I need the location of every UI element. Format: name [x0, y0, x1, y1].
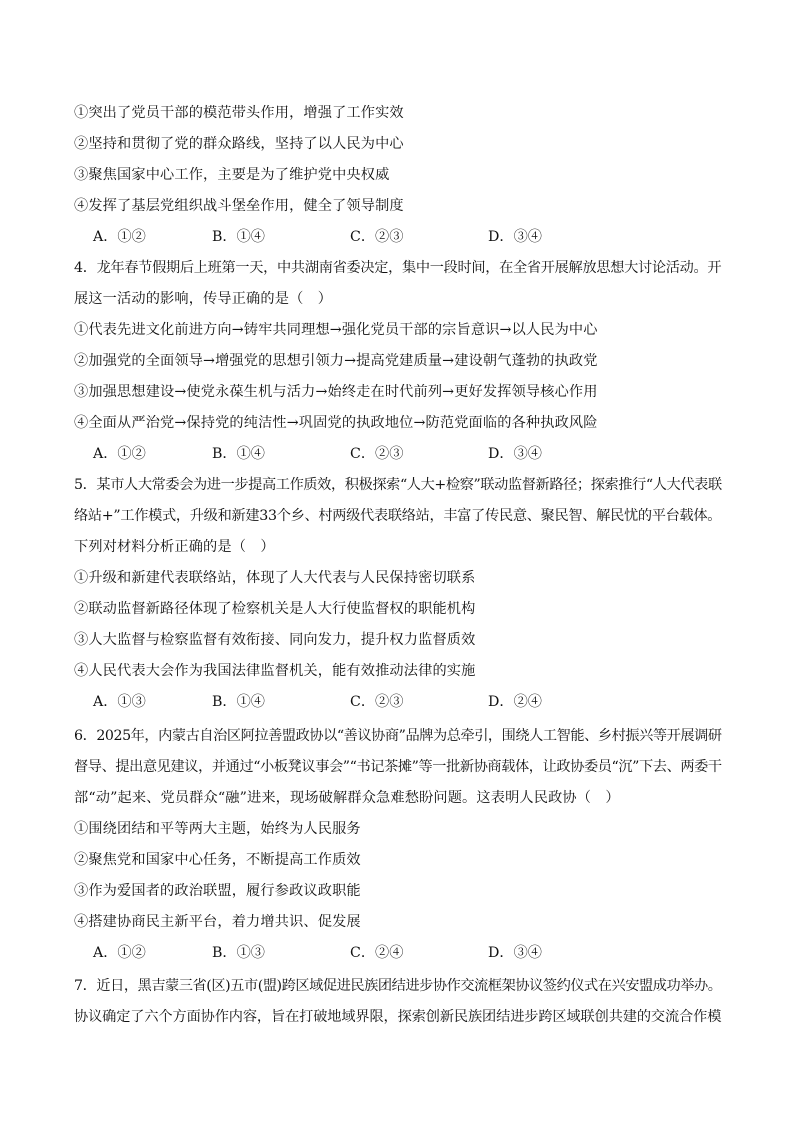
question-5-stem-line-2: 络站+”工作模式，升级和新建33个乡、村两级代表联络站，丰富了传民意、聚民智、解民忧的平台载体。: [74, 508, 722, 524]
question-5-stem-line-3: 下列对材料分析正确的是（ ）: [74, 539, 275, 555]
question-5-stem-line-1: 5．某市人大常委会为进一步提高工作质效，积极探索“人大+检察”联动监督新路径；探索推行“人大代表联: [74, 477, 722, 493]
option-b: B．①④: [212, 229, 265, 245]
question-4-stem-line-1: 4．龙年春节假期后上班第一天，中共湖南省委决定，集中一段时间，在全省开展解放思想大讨论活动。开: [74, 260, 722, 276]
question-4-statement-1: ①代表先进文化前进方向→铸牢共同理想→强化党员干部的宗旨意识→以人民为中心: [74, 322, 598, 338]
option-d: D．②④: [488, 694, 542, 710]
question-5-statement-3: ③人大监督与检察监督有效衔接、同向发力，提升权力监督质效: [74, 632, 476, 648]
fragment-statement-4: ④发挥了基层党组织战斗堡垒作用，健全了领导制度: [74, 198, 404, 214]
option-a: A．①②: [93, 446, 146, 462]
option-d: D．③④: [488, 229, 542, 245]
option-d: D．③④: [488, 945, 542, 961]
question-6-stem-line-3: 部“动”起来、党员群众“融”进来，现场破解群众急难愁盼问题。这表明人民政协（ ）: [74, 790, 620, 806]
question-5-statement-2: ②联动监督新路径体现了检察机关是人大行使监督权的职能机构: [74, 601, 476, 617]
question-7-stem-line-2: 协议确定了六个方面协作内容，旨在打破地域界限，探索创新民族团结进步跨区域联创共建的交流合作模: [74, 1009, 722, 1025]
question-6-stem-line-2: 督导、提出意见建议，并通过“小板凳议事会”“书记茶摊”等一批新协商载体，让政协委员“沉”下去、两委干: [74, 759, 722, 775]
question-6-stem-line-1: 6．2025年，内蒙古自治区阿拉善盟政协以“善议协商”品牌为总牵引，围绕人工智能、乡村振兴等开展调研: [74, 728, 722, 744]
question-6-statement-1: ①围绕团结和平等两大主题，始终为人民服务: [74, 821, 361, 837]
option-a: A．①③: [93, 694, 146, 710]
question-4-stem-line-2: 展这一活动的影响，传导正确的是（ ）: [74, 291, 333, 307]
question-6-statement-3: ③作为爱国者的政治联盟，履行参政议政职能: [74, 883, 361, 899]
question-5-statement-4: ④人民代表大会作为我国法律监督机关，能有效推动法律的实施: [74, 663, 476, 679]
option-a: A．①②: [93, 229, 146, 245]
option-d: D．③④: [488, 446, 542, 462]
question-7-stem-line-1: 7．近日，黑吉蒙三省(区)五市(盟)跨区域促进民族团结进步协作交流框架协议签约仪式在兴安盟成功举办。: [74, 978, 722, 994]
question-4-statement-4: ④全面从严治党→保持党的纯洁性→巩固党的执政地位→防范党面临的各种执政风险: [74, 415, 598, 431]
option-a: A．①②: [93, 945, 146, 961]
fragment-statement-3: ③聚焦国家中心工作，主要是为了维护党中央权威: [74, 167, 390, 183]
option-c: C．②③: [350, 229, 404, 245]
option-b: B．①③: [212, 945, 265, 961]
option-c: C．②③: [350, 694, 404, 710]
question-6-statement-2: ②聚焦党和国家中心任务，不断提高工作质效: [74, 852, 361, 868]
option-c: C．②③: [350, 446, 404, 462]
option-b: B．①④: [212, 694, 265, 710]
question-4-statement-3: ③加强思想建设→使党永葆生机与活力→始终走在时代前列→更好发挥领导核心作用: [74, 384, 598, 400]
question-4-statement-2: ②加强党的全面领导→增强党的思想引领力→提高党建质量→建设朝气蓬勃的执政党: [74, 353, 598, 369]
fragment-statement-1: ①突出了党员干部的模范带头作用，增强了工作实效: [74, 105, 404, 121]
option-c: C．②④: [350, 945, 404, 961]
option-b: B．①④: [212, 446, 265, 462]
question-6-statement-4: ④搭建协商民主新平台，着力增共识、促发展: [74, 914, 361, 930]
fragment-statement-2: ②坚持和贯彻了党的群众路线，坚持了以人民为中心: [74, 136, 404, 152]
question-5-statement-1: ①升级和新建代表联络站，体现了人大代表与人民保持密切联系: [74, 570, 476, 586]
